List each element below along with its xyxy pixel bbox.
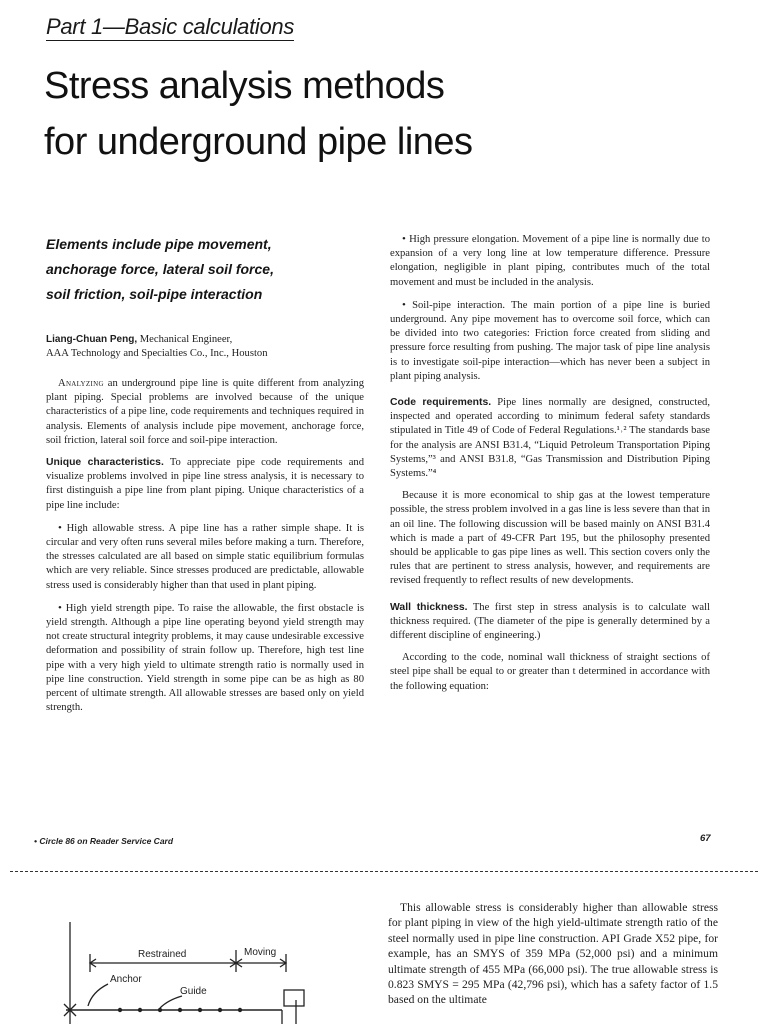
continued-paragraph: This allowable stress is considerably higher than allowable stress for plant piping in view of the high yield-ultimate strength ratio of the steel normally used in pipe line construction. API Grade X52 pipe, for example, has an SMYS of 359 MPa (52,000 psi) and a minimum ultimate strength of 455 MPa (66,000 psi). The true allowable stress is 0.823 SMYS = 295 MPa (42,796 psi), which has a safety factor of 1.5 based on the ultimate bbox=[388, 901, 718, 1007]
deck-line-1: Elements include pipe movement, bbox=[46, 236, 272, 252]
guide-marker bbox=[198, 1008, 202, 1012]
guide-marker bbox=[218, 1008, 222, 1012]
bullet-icon: • bbox=[58, 521, 67, 534]
guide-marker bbox=[178, 1008, 182, 1012]
unique-characteristics-paragraph: Unique characteristics. To appreciate pipe code requirements and visualize problems involved in pipe line stress analysis, it is necessary to first distinguish a pipe line from plant piping. Unique characteristics of a pipe line include: bbox=[46, 457, 364, 511]
article-deck bbox=[46, 232, 364, 307]
author-name: Liang-Chuan Peng, bbox=[46, 334, 138, 345]
author-role: Mechanical Engineer, bbox=[137, 334, 233, 345]
wall-thickness-paragraph-2: According to the code, nominal wall thickness of straight sections of steel pipe shall be equal to or greater than t determined in accordance with the following equation: bbox=[390, 652, 710, 692]
bullet-icon: • bbox=[402, 233, 410, 245]
title-line-1: Stress analysis methods bbox=[44, 65, 445, 107]
bullet-high-yield-strength: • High yield strength pipe. To raise the allowable, the first obstacle is yield strength. Although a pipe line operating beyond yield strength may not create structural integrity problems, it may cause undesirable excessive deformation and possibility of strain follow up. Therefore, high test line pipe with a very high yield to ultimate strength ratio is normally used in pipe line construction. Yield strength in some pipe can be as high as 80 percent of ultimate strength. All allowable stresses are based only on yield strength. bbox=[46, 601, 364, 714]
unique-characteristics-heading: Unique characteristics. bbox=[46, 457, 164, 469]
bullet-icon: • bbox=[58, 601, 66, 614]
page-number: 67 bbox=[700, 833, 711, 844]
deck-line-3: soil friction, soil-pipe interaction bbox=[46, 286, 263, 302]
continued-column bbox=[388, 900, 718, 1016]
left-column bbox=[46, 232, 364, 723]
anchor-label: Anchor bbox=[110, 974, 142, 985]
wall-thickness-heading: Wall thickness. bbox=[390, 601, 468, 613]
intro-paragraph: Analyzing an underground pipe line is quite different from analyzing plant piping. Special problems are involved because of the unique characteristics of a pipe line, code requirements and techniques required in analysis. Elements of analysis include pipe movement, anchorage force, soil friction, lateral soil force and soil-pipe interaction. bbox=[46, 378, 364, 446]
restrained-label: Restrained bbox=[138, 949, 187, 960]
pipe-support-box bbox=[284, 990, 304, 1006]
bullet-high-allowable-stress: • High allowable stress. A pipe line has a rather simple shape. It is circular and very often runs several miles before making a turn. Therefore, the stresses calculated are all based on simple static equilibrium formulas which are very reliable. Since stresses produced are predictable, allowable stress used is considerably higher than that used in plant piping. bbox=[46, 521, 365, 591]
section-kicker: Part 1—Basic calculations bbox=[46, 14, 295, 39]
author-organization: AAA Technology and Specialties Co., Inc., Houston bbox=[46, 348, 268, 359]
page-divider bbox=[10, 871, 758, 872]
bullet-icon: • bbox=[402, 298, 413, 311]
moving-label: Moving bbox=[244, 947, 277, 958]
pipe-line-figure bbox=[50, 912, 330, 1024]
guide-leader bbox=[160, 996, 182, 1008]
reader-service-note: • Circle 86 on Reader Service Card bbox=[34, 836, 174, 846]
guide-marker bbox=[158, 1008, 162, 1012]
intro-lead-word: Analyzing bbox=[58, 378, 104, 389]
bullet-soil-pipe-interaction: • Soil-pipe interaction. The main portion of a pipe line is buried underground. Any pipe movement has to overcome soil force, which can be divided into two categories: Friction force created from sliding and pressure force resulting from pushing. The major task of pipe line analysis is to investigate soil-pipe interaction—which has never been a subject in plant piping analysis. bbox=[390, 298, 711, 382]
guide-marker bbox=[138, 1008, 142, 1012]
wall-thickness-paragraph: Wall thickness. The first step in stress analysis is to calculate wall thickness required. (The diameter of the pipe is generally determined by a different discipline of engineering.) bbox=[390, 601, 710, 642]
byline bbox=[46, 333, 364, 361]
code-requirements-heading: Code requirements. bbox=[390, 397, 492, 409]
anchor-leader bbox=[88, 984, 108, 1006]
code-requirements-paragraph-2: Because it is more economical to ship gas at the lowest temperature possible, the stress problem involved in a gas line is less severe than that in an oil line. The following discussion will be based mainly on ANSI B31.4 which is made a part of 49-CFR Part 195, but the philosophy presented should be applicable to gas pipe lines as well. This section covers only the rules that are pertinent to stress analysis, however, and requirements are revised frequently to reflect results of new developments. bbox=[390, 490, 710, 587]
deck-line-2: anchorage force, lateral soil force, bbox=[46, 261, 274, 277]
title-line-2: for underground pipe lines bbox=[44, 121, 473, 163]
code-requirements-paragraph: Code requirements. Pipe lines normally are designed, constructed, inspected and operated according to minimum federal safety standards stipulated in Title 49 of Code of Federal Regulations.¹˒² The standards base for the analysis are ANSI B31.4, “Liquid Petroleum Transportation Piping Systems,”³ and ANSI B31.8, “Gas Transmission and Distribution Piping Systems.”⁴ bbox=[390, 397, 710, 480]
pipe-line-diagram bbox=[50, 912, 330, 1024]
article-title bbox=[44, 58, 473, 170]
guide-marker bbox=[118, 1008, 122, 1012]
bullet-high-pressure-elongation: • High pressure elongation. Movement of a pipe line is normally due to expansion of a very long line at low temperature difference. Pressure elongation, negligible in plant piping, contributes much of the total movement and must be included in the analysis. bbox=[390, 233, 710, 288]
guide-label: Guide bbox=[180, 986, 207, 997]
guide-marker bbox=[238, 1008, 242, 1012]
right-column bbox=[390, 232, 710, 702]
